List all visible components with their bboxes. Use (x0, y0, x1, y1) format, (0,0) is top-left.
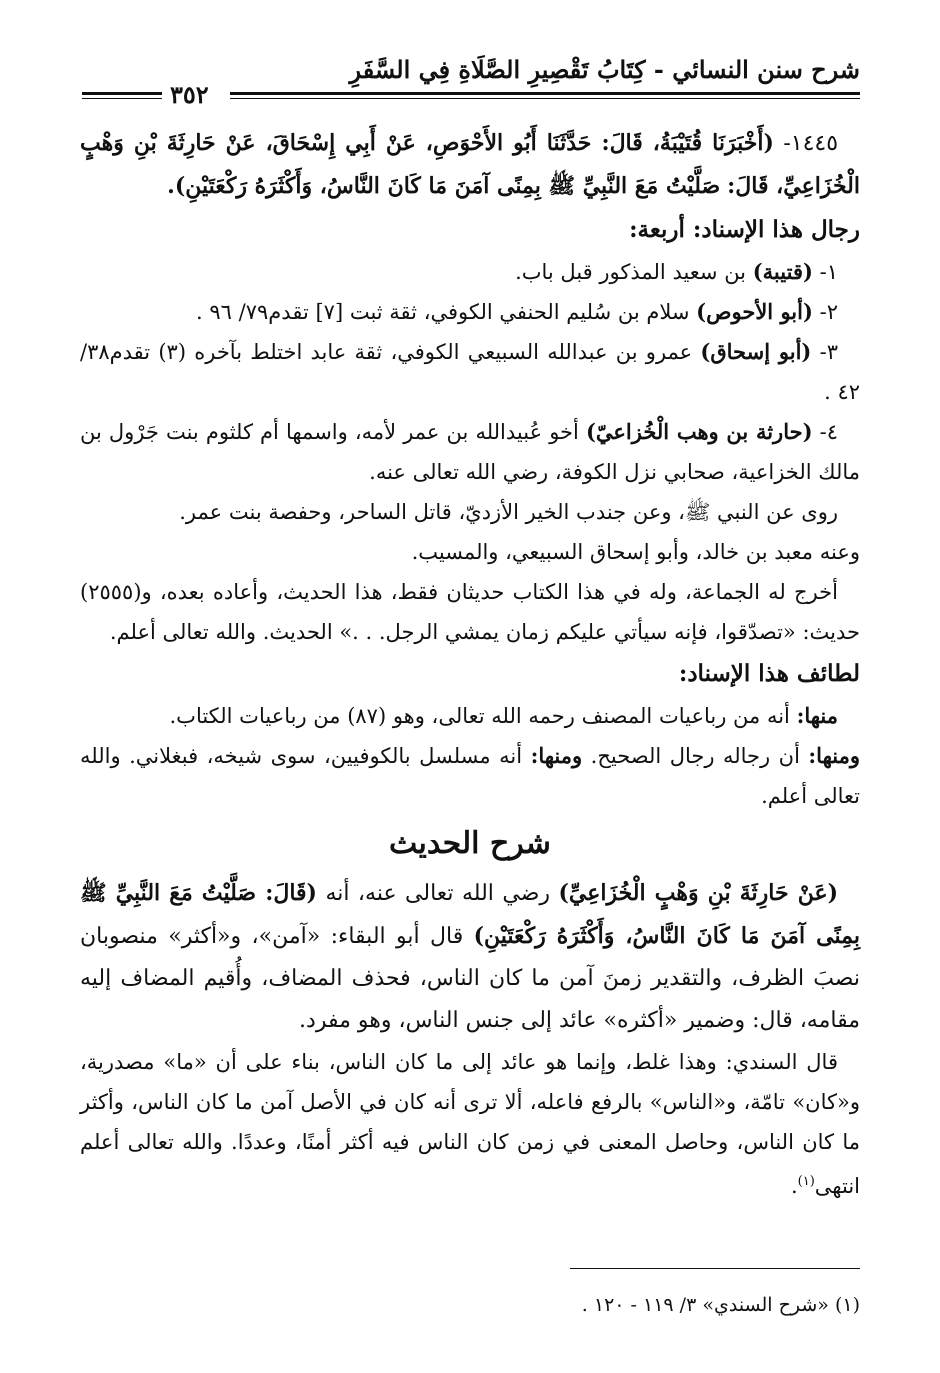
running-title: شرح سنن النسائي - كِتَابُ تَقْصِيرِ الصَّلَاةِ فِي السَّفَرِ (349, 55, 860, 84)
narrator-item: ١- (قتيبة) بن سعيد المذكور قبل باب. (515, 259, 838, 284)
hadith-text (80, 122, 860, 208)
header-rule (230, 92, 860, 99)
narrator-takhrij: أخرج له الجماعة، وله في هذا الكتاب حديثان فقط، هذا الحديث، وأعاده بعده، و(٢٥٥٥) حديث: «تصدّقوا، فإنه سيأتي عليكم زمان يمشي الرجل. . .» الحديث. والله تعالى أعلم. (80, 580, 860, 644)
rijal-heading: رجال هذا الإسناد: أربعة: (629, 216, 860, 243)
page-header (82, 52, 860, 109)
hadith-number: ١٤٤٥- (783, 131, 839, 156)
footnote-rule (570, 1268, 860, 1269)
narrator-riwaya: روى عن النبي ﷺ، وعن جندب الخير الأزديّ، قاتل الساحر، وحفصة بنت عمر. (179, 500, 838, 524)
hadith-matn: صَلَّيْتُ مَعَ النَّبِيِّ ﷺ بِمِنًى آمَنَ مَا كَانَ النَّاسُ، وَأَكْثَرَهُ رَكْعَتَيْنِ). (167, 173, 721, 199)
lataif-paragraph: منها: أنه من رباعيات المصنف رحمه الله تعالى، وهو (٨٧) من رباعيات الكتاب. (169, 703, 838, 728)
narrator-students: وعنه معبد بن خالد، وأبو إسحاق السبيعي، والمسيب. (411, 540, 860, 564)
footnote: (١) «شرح السندي» ٣/ ١١٩ - ١٢٠ . (581, 1294, 860, 1316)
narrator-item: ٤- (حارثة بن وهب الْخُزاعيّ) أخو عُبيدالله بن عمر لأمه، واسمها أم كلثوم بنت جَرْول بن مالك الخزاعية، صحابي نزل الكوفة، رضي الله تعالى عنه. (80, 419, 860, 484)
sharh-paragraph: (عَنْ حَارِثَةَ بْنِ وَهْبٍ الْخُزَاعِيِّ) رضي الله تعالى عنه، أنه (قَالَ: صَلَّيْتُ مَعَ النَّبِيِّ ﷺ بِمِنًى آمَنَ مَا كَانَ النَّاسُ، وَأَكْثَرَهُ رَكْعَتَيْنِ) قال أبو البقاء: «آمن»، و«أكثر» منصوبان نصبَ الظرف، والتقدير زمنَ آمن ما كان الناس، فحذف المضاف، وأُقيم المضاف إليه مقامه، قال: وضمير «أكثره» عائد إلى جنس الناس، وهو مفرد. (80, 880, 860, 1033)
lataif-heading: لطائف هذا الإسناد: (678, 660, 860, 687)
page-number: ٣٥٢ (170, 80, 209, 109)
hadith-isnad: (أَخْبَرَنَا قُتَيْبَةُ، قَالَ: حَدَّثَنَا أَبُو الأَحْوَصِ، عَنْ أَبِي إِسْحَاقَ، عَنْ حَارِثَةَ بْنِ وَهْبٍ الْخُزَاعِيِّ، قَالَ: (80, 130, 860, 199)
sharh-heading: شرح الحديث (389, 826, 551, 861)
narrator-item: ٣- (أبو إسحاق) عمرو بن عبدالله السبيعي الكوفي، ثقة عابد اختلط بآخره (٣) تقدم٣٨/ ٤٢ . (80, 339, 860, 404)
footnote-reference[interactable]: (١) (797, 1174, 815, 1189)
header-rule-short (82, 92, 162, 99)
lataif-paragraph: ومنها: أن رجاله رجال الصحيح. ومنها: أنه مسلسل بالكوفيين، سوى شيخه، فبغلاني. والله تعالى أعلم. (80, 743, 860, 808)
page-body (80, 122, 860, 1206)
sindi-paragraph: قال السندي: وهذا غلط، وإنما هو عائد إلى ما كان الناس، بناء على أن «ما» مصدرية، و«كان» تامّة، و«الناس» بالرفع فاعله، ألا ترى أنه كان في الأصل آمن ما كان الناس، وأكثر ما كان الناس، وحاصل المعنى في زمن كان الناس فيه أكثر أمنًا، وعددًا. والله تعالى أعلم انتهى$^{(١)}$. (80, 1050, 860, 1198)
narrator-item: ٢- (أبو الأحوص) سلام بن سُليم الحنفي الكوفي، ثقة ثبت [٧] تقدم٧٩/ ٩٦ . (196, 299, 838, 324)
